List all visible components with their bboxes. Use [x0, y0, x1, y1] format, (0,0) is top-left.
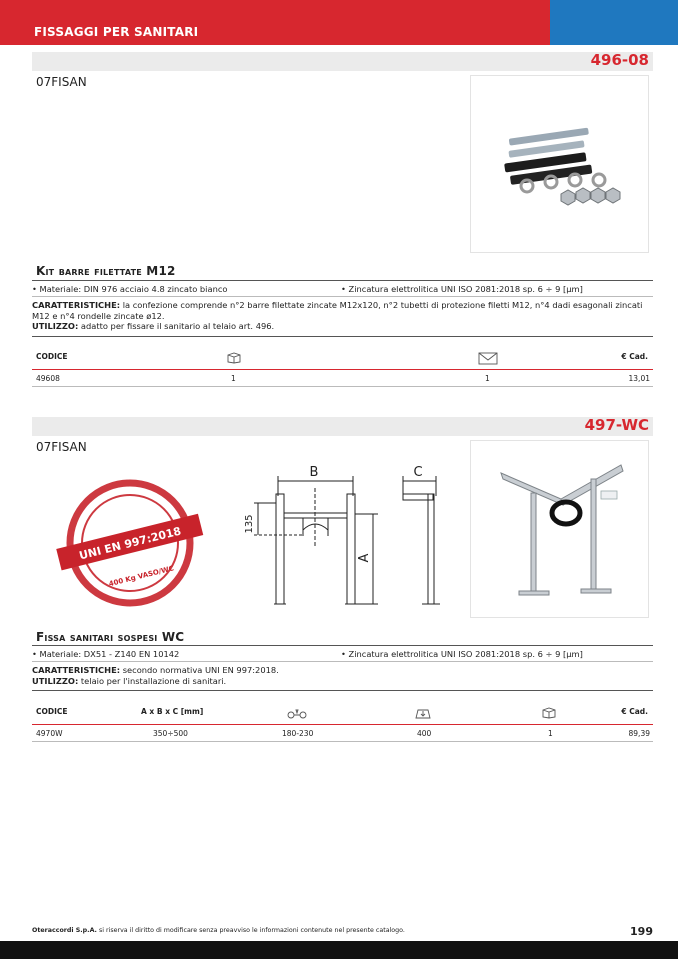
- divider: [32, 296, 653, 297]
- utilizzo-label: UTILIZZO:: [32, 675, 79, 686]
- cell-range: 180-230: [282, 729, 314, 738]
- dim-label-b: B: [309, 465, 319, 480]
- cell-code: 4970W: [36, 729, 63, 738]
- header-blue-band: [550, 0, 678, 45]
- utilizzo-text: adatto per fissare il sanitario al telaio art. 496.: [78, 321, 275, 331]
- product-code: 497-WC: [584, 416, 649, 434]
- stamp-text-1: UNI EN 997:2018: [77, 524, 183, 563]
- col-header-price: € Cad.: [621, 707, 648, 716]
- divider: [32, 336, 653, 337]
- product-photo: [470, 75, 649, 253]
- footer-bar: [0, 941, 678, 959]
- description: [32, 300, 656, 332]
- utilizzo-text: telaio per l'installazione di sanitari.: [78, 675, 227, 686]
- product-photo: [470, 440, 649, 618]
- product-family: 07FISAN: [36, 440, 87, 454]
- weight-icon: [415, 705, 431, 719]
- col-header-code: CODICE: [36, 352, 68, 361]
- description: [32, 665, 656, 686]
- table-rule: [32, 369, 653, 370]
- box-icon: [541, 706, 557, 719]
- cell-price: 13,01: [628, 374, 650, 383]
- divider: [32, 280, 653, 281]
- cell-pack: 1: [485, 374, 490, 383]
- cell-code: 49608: [36, 374, 60, 383]
- spec-material: • Materiale: DIN 976 acciaio 4.8 zincato bianco: [32, 284, 228, 294]
- section-title: FISSAGGI PER SANITARI: [34, 24, 199, 39]
- box-icon: [226, 351, 242, 364]
- header-bar: [0, 0, 678, 45]
- product-title: Fissa sanitari sospesi WC: [36, 630, 185, 644]
- divider: [32, 645, 653, 646]
- wc-frame-image: [471, 441, 648, 617]
- wrench-range-icon: [287, 707, 307, 719]
- divider: [32, 661, 653, 662]
- certification-stamp: [55, 477, 205, 617]
- envelope-icon: [478, 351, 498, 365]
- table-rule: [32, 724, 653, 725]
- utilizzo-label: UTILIZZO:: [32, 321, 79, 331]
- col-header-dims: A x B x C [mm]: [141, 707, 204, 716]
- stamp-text-2: 400 Kg VASO/WC: [108, 564, 175, 589]
- cell-box: 1: [231, 374, 236, 383]
- spec-zincatura: • Zincatura elettrolitica UNI ISO 2081:2018 sp. 6 ÷ 9 [µm]: [341, 649, 583, 659]
- col-header-price: € Cad.: [621, 352, 648, 361]
- footer-disclaimer: [32, 927, 405, 934]
- product-title: Kit barre filettate M12: [36, 264, 176, 278]
- divider: [32, 741, 653, 742]
- cell-box: 1: [548, 729, 553, 738]
- cell-price: 89,39: [628, 729, 650, 738]
- page-number: 199: [630, 925, 653, 938]
- product-code-band: [32, 52, 653, 71]
- col-header-code: CODICE: [36, 707, 68, 716]
- caratteristiche-label: CARATTERISTICHE:: [32, 665, 121, 675]
- spec-material: • Materiale: DX51 - Z140 EN 10142: [32, 649, 180, 659]
- footer-company: Oteraccordi S.p.A.: [32, 927, 97, 934]
- product-family: 07FISAN: [36, 75, 87, 89]
- product-code-band: [32, 417, 653, 436]
- header-red-band: [0, 0, 550, 45]
- divider: [32, 386, 653, 387]
- caratteristiche-text: la confezione comprende n°2 barre filettate zincate M12x120, n°2 tubetti di protezione filetti M12, n°4 dadi esagonali zincati M12 e n°4 rondelle zincate ø12.: [32, 300, 643, 321]
- dim-label-135: 135: [244, 514, 255, 534]
- product-code: 496-08: [590, 51, 649, 69]
- threaded-rods-image: [471, 76, 648, 252]
- dim-label-c: C: [413, 465, 423, 480]
- cell-dims: 350÷500: [153, 729, 188, 738]
- cell-load: 400: [417, 729, 432, 738]
- footer-text: si riserva il diritto di modificare senza preavviso le informazioni contenute nel presente catalogo.: [96, 927, 405, 934]
- divider: [32, 690, 653, 691]
- technical-drawing: [238, 458, 458, 618]
- caratteristiche-label: CARATTERISTICHE:: [32, 300, 121, 310]
- spec-zincatura: • Zincatura elettrolitica UNI ISO 2081:2018 sp. 6 ÷ 9 [µm]: [341, 284, 583, 294]
- caratteristiche-text: secondo normativa UNI EN 997:2018.: [120, 665, 279, 675]
- dim-label-a: A: [357, 553, 372, 563]
